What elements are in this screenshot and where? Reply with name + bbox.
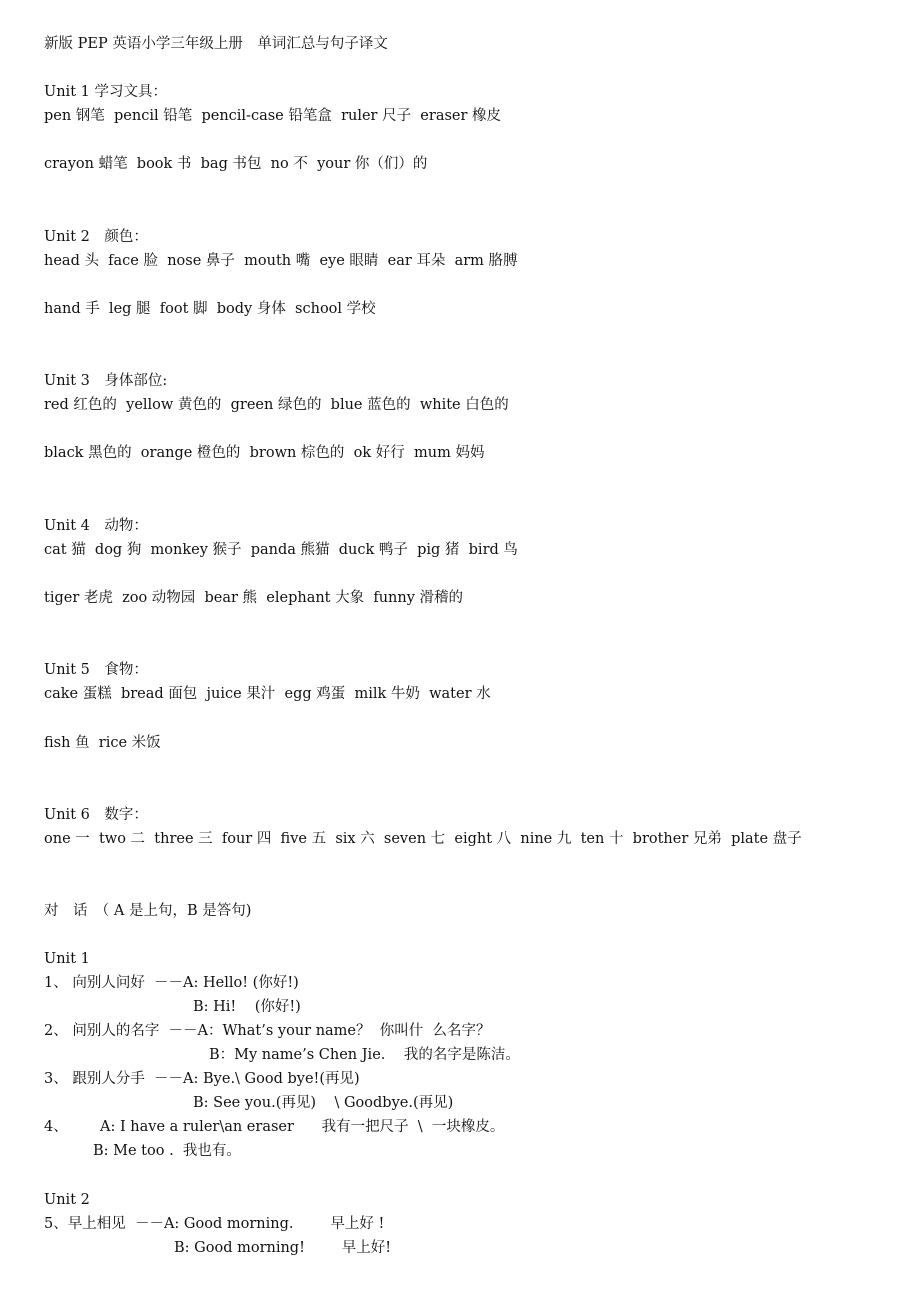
unit-4-heading: Unit 4 动物： — [44, 518, 148, 534]
dialog-unit-1-heading: Unit 1 — [44, 951, 90, 967]
unit-1-words-line-2: crayon 蜡笔 book 书 bag 书包 no 不 your 你（们）的 — [44, 156, 428, 172]
dialog-line: 4、 A: I have a ruler\an eraser 我有一把尺子 \ 一块橡皮。 — [44, 1119, 505, 1135]
dialog-unit-2-heading: Unit 2 — [44, 1192, 90, 1208]
document-title: 新版 PEP 英语小学三年级上册 单词汇总与句子译文 — [44, 36, 388, 52]
unit-4-words-line-2: tiger 老虎 zoo 动物园 bear 熊 elephant 大象 funny 滑稽的 — [44, 590, 464, 606]
dialog-heading: 对 话 （ A 是上句，B 是答句) — [44, 903, 252, 919]
unit-2-words-line-2: hand 手 leg 腿 foot 脚 body 身体 school 学校 — [44, 301, 376, 317]
unit-6-heading: Unit 6 数字： — [44, 807, 148, 823]
unit-2-heading: Unit 2 颜色： — [44, 229, 148, 245]
unit-5-words-line-1: cake 蛋糕 bread 面包 juice 果汁 egg 鸡蛋 milk 牛奶 water 水 — [44, 686, 491, 702]
unit-5-words-line-2: fish 鱼 rice 米饭 — [44, 735, 161, 751]
dialog-line: B: Good morning! 早上好! — [174, 1240, 392, 1256]
dialog-line: 5、早上相见 －－A: Good morning. 早上好 ! — [44, 1216, 385, 1232]
dialog-line: 1、 向别人问好 －－A: Hello! (你好!) — [44, 975, 299, 991]
unit-3-words-line-2: black 黑色的 orange 橙色的 brown 棕色的 ok 好行 mum 妈妈 — [44, 445, 485, 461]
unit-1-words-line-1: pen 钢笔 pencil 铅笔 pencil-case 铅笔盒 ruler 尺子 eraser 橡皮 — [44, 108, 502, 124]
unit-2-words-line-1: head 头 face 脸 nose 鼻子 mouth 嘴 eye 眼睛 ear 耳朵 arm 胳膊 — [44, 253, 518, 269]
unit-1-heading: Unit 1 学习文具： — [44, 84, 167, 100]
unit-3-words-line-1: red 红色的 yellow 黄色的 green 绿色的 blue 蓝色的 white 白色的 — [44, 397, 509, 413]
dialog-line: B: See you.(再见) \ Goodbye.(再见) — [193, 1095, 454, 1111]
dialog-line: B：My name’s Chen Jie. 我的名字是陈洁。 — [209, 1047, 520, 1063]
unit-3-heading: Unit 3 身体部位: — [44, 373, 168, 389]
unit-6-words-line-1: one 一 two 二 three 三 four 四 five 五 six 六 seven 七 eight 八 nine 九 ten 十 brother 兄弟 plate 盘子 — [44, 831, 802, 847]
dialog-line: B: Hi! (你好!) — [193, 999, 301, 1015]
dialog-line: 2、 问别人的名字 －－A：What’s your name？ 你叫什 么名字？ — [44, 1023, 491, 1039]
unit-5-heading: Unit 5 食物： — [44, 662, 148, 678]
dialog-line: B: Me too . 我也有。 — [93, 1143, 241, 1159]
unit-4-words-line-1: cat 猫 dog 狗 monkey 猴子 panda 熊猫 duck 鸭子 pig 猪 bird 鸟 — [44, 542, 518, 558]
dialog-line: 3、 跟别人分手 －－A: Bye.\ Good bye!(再见) — [44, 1071, 360, 1087]
